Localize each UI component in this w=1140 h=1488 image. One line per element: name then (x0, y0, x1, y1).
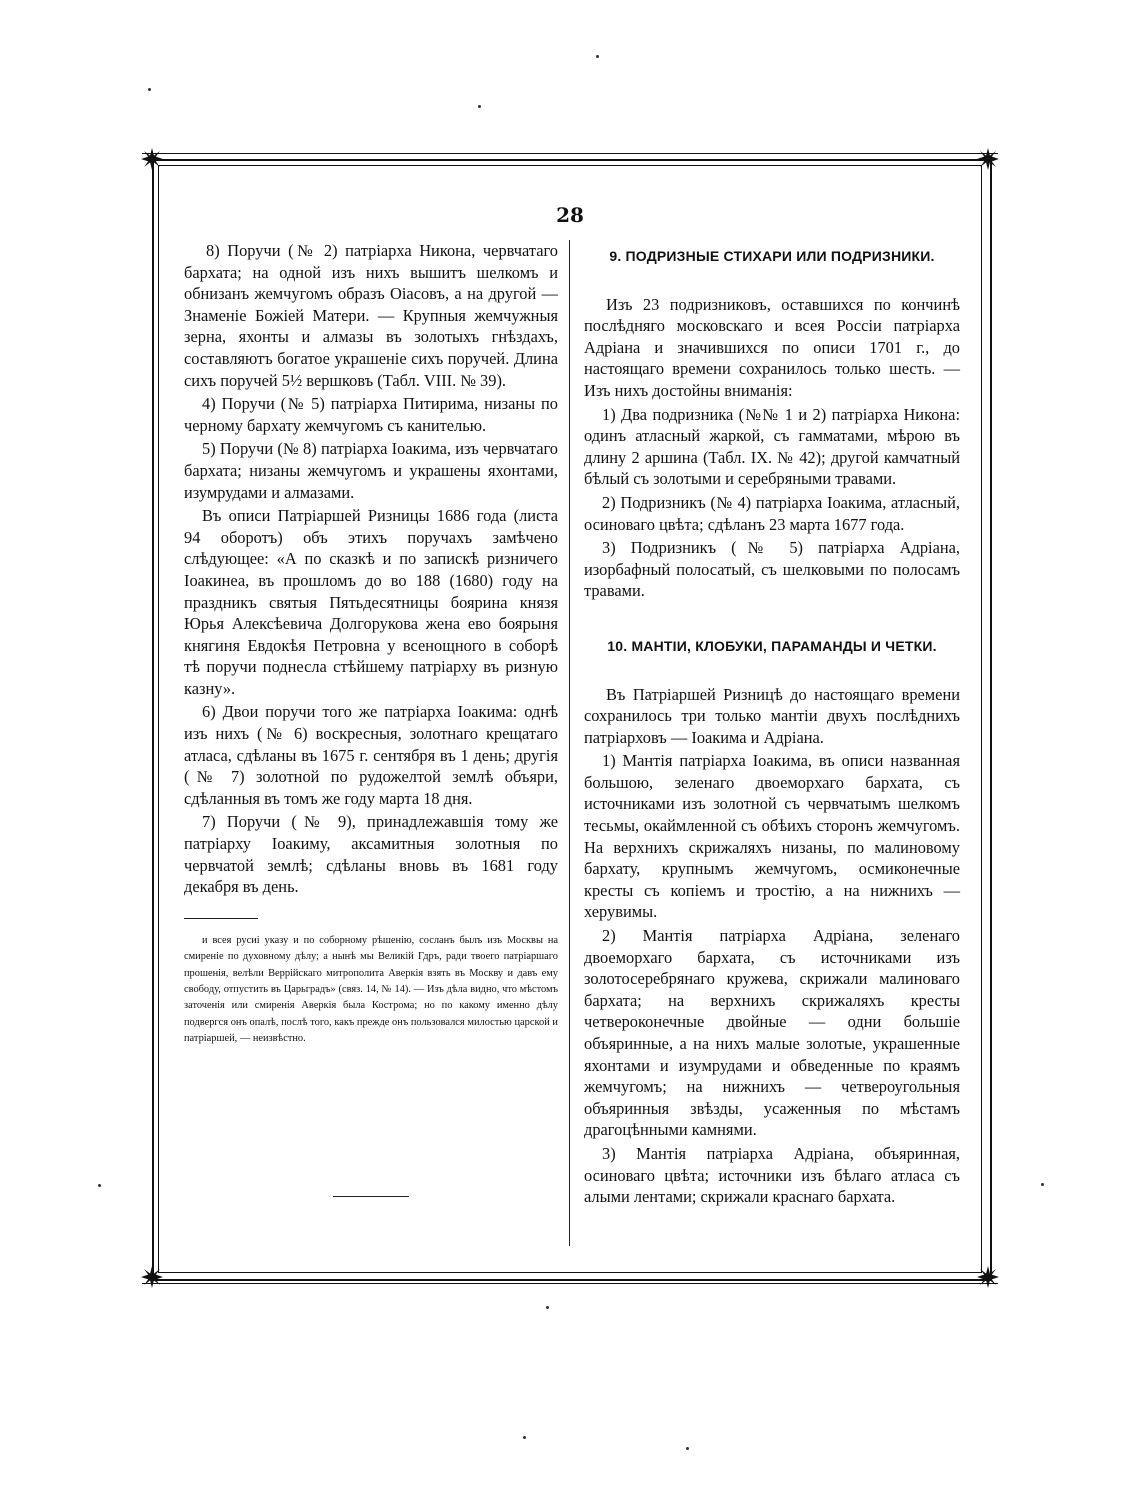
page-number: 28 (556, 203, 584, 227)
left-column (184, 240, 558, 1050)
section-10-paragraph-1: Въ Патріаршей Ризницѣ до настоящаго времени сохранилось три только мантіи двухъ послѣднихъ патріарховъ — Іоакима и Адріана. (584, 684, 960, 747)
scan-speck (478, 105, 481, 108)
frame-top-rule (142, 153, 998, 154)
section-10-paragraph-2: 1) Мантія патріарха Іоакима, въ описи названная большою, зеленаго двоеморхаго бархата, съ источниками изъ золотной съ червчатымъ шелкомъ тесьмы, окаймленной съ обѣихъ сторонъ жемчугомъ. На верхнихъ скрижаляхъ низаны, по малиновому бархату, крупнымъ жемчугомъ, осмиконечные кресты съ копіемъ и тростію, а на нижнихъ — херувимы. (584, 751, 960, 922)
corner-ornament-top-left (141, 148, 163, 170)
section-9-heading: 9. ПОДРИЗНЫЕ СТИХАРИ ИЛИ ПОДРИЗНИКИ. (609, 248, 935, 264)
scan-speck (546, 1306, 549, 1309)
footnote-rule (184, 918, 258, 919)
left-paragraph-5: 6) Двои поручи того же патріарха Іоакима: однѣ изъ нихъ (№ 6) воскресныя, золотнаго крещатаго атласа, сдѣланы въ 1675 г. сентября въ 1 день; другія (№ 7) золотной по рудожелтой землѣ объяри, сдѣланныя въ томъ же году марта 18 дня. (184, 702, 558, 808)
section-9-paragraph-2: 1) Два подризника (№№ 1 и 2) патріарха Никона: одинъ атласный жаркой, съ гамматами, мѣрою въ длину 2 аршина (Табл. IX. № 42); другой камчатный бѣлый съ золотыми и серебряными травами. (584, 404, 960, 489)
scan-speck (98, 1184, 101, 1187)
right-column (584, 240, 960, 1210)
scan-speck (1041, 1183, 1044, 1186)
left-paragraph-4: Въ описи Патріаршей Ризницы 1686 года (листа 94 оборотъ) объ этихъ поручахъ замѣчено слѣдующее: «А по сказкѣ и по запискѣ ризничего Іоакинеа, въ прошломъ до во 188 (1680) году на праздникъ святыя Пятьдесятницы боярина князя Юрья Алексѣевича Долгорукова жена ево боярыня княгиня Евдокѣя Петровна у всенощного в соборѣ тѣ поручи поднесла стѣйшему патріарху въ ризную казну». (184, 506, 558, 698)
corner-ornament-bottom-right (977, 1266, 999, 1288)
scan-speck (686, 1447, 689, 1450)
left-paragraph-2: 4) Поручи (№ 5) патріарха Питирима, низаны по черному бархату жемчугомъ съ канителью. (184, 394, 558, 435)
column-divider (569, 240, 570, 1246)
section-9-paragraph-3: 2) Подризникъ (№ 4) патріарха Іоакима, атласный, осиноваго цвѣта; сдѣланъ 23 марта 1677 года. (584, 492, 960, 534)
end-rule (333, 1196, 409, 1197)
scan-speck (523, 1436, 526, 1439)
section-10-paragraph-3: 2) Мантія патріарха Адріана, зеленаго двоеморхаго бархата, съ источниками изъ золотосеребрянаго кружева, скрижали малиноваго бархата; на верхнихъ скрижаляхъ кресты четвероконечные двойные — одни большіе объяринные, а на нихъ малые золотые, украшенные яхонтами и изумрудами и обведенные по краямъ жемчугомъ; на нижнихъ — четвероугольныя объяринныя звѣзды, усаженныя по мѣстамъ драгоцѣнными камнями. (584, 926, 960, 1140)
frame-bottom-rule (142, 1283, 998, 1284)
section-10-paragraph-4: 3) Мантія патріарха Адріана, объяринная, осиноваго цвѣта; источники изъ бѣлаго атласа съ алыми лентами; скрижали краснаго бархата. (584, 1143, 960, 1207)
corner-ornament-top-right (977, 148, 999, 170)
scan-speck (148, 88, 151, 91)
section-10-heading: 10. МАНТІИ, КЛОБУКИ, ПАРАМАНДЫ И ЧЕТКИ. (607, 637, 937, 654)
left-paragraph-1: 8) Поручи (№ 2) патріарха Никона, червчатаго бархата; на одной изъ нихъ вышитъ шелкомъ и обнизанъ жемчугомъ образъ Оіасовъ, а на другой — Знаменіе Божіей Матери. — Крупныя жемчужныя зерна, яхонты и алмазы въ золотыхъ гнѣздахъ, составляютъ богатое украшеніе сихъ поручей. Длина сихъ поручей 5½ вершковъ (Табл. VIII. № 39). (184, 241, 558, 390)
corner-ornament-bottom-left (141, 1266, 163, 1288)
footnote: и всея русиі указу и по соборному рѣшенію, сосланъ былъ изъ Москвы на смиреніе по духовному дѣлу; а нынѣ мы Великій Гдръ, ради твоего патріаршаго прошенія, велѣли Веррійскаго митрополита Аверкія взять въ Москву и давъ ему свободу, отпустить въ Царьградъ» (связ. 14, № 14). — Изъ дѣла видно, что мѣстомъ заточенія или смиренія Аверкія была Кострома; но по какому именно дѣлу подвергся онъ опалѣ, послѣ того, какъ прежде онъ пользовался милостью царской и патріаршей, — неизвѣстно. (184, 934, 558, 1045)
left-paragraph-3: 5) Поручи (№ 8) патріарха Іоакима, изъ червчатаго бархата; низаны жемчугомъ и украшены яхонтами, изумрудами и алмазами. (184, 439, 558, 502)
left-paragraph-6: 7) Поручи (№ 9), принадлежавшія тому же патріарху Іоакиму, аксамитныя золотныя по червчатой землѣ; сдѣланы вновь въ 1681 году декабря въ день. (184, 812, 558, 897)
section-9-paragraph-4: 3) Подризникъ (№ 5) патріарха Адріана, изорбафный полосатый, съ шелковыми по полосамъ травами. (584, 538, 960, 601)
section-9-paragraph-1: Изъ 23 подризниковъ, оставшихся по кончинѣ послѣдняго московскаго и всея Россіи патріарха Адріана и значившихся по описи 1701 г., до настоящаго времени сохранилось только шесть. — Изъ нихъ достойны вниманія: (584, 294, 960, 400)
scan-speck (596, 55, 599, 58)
